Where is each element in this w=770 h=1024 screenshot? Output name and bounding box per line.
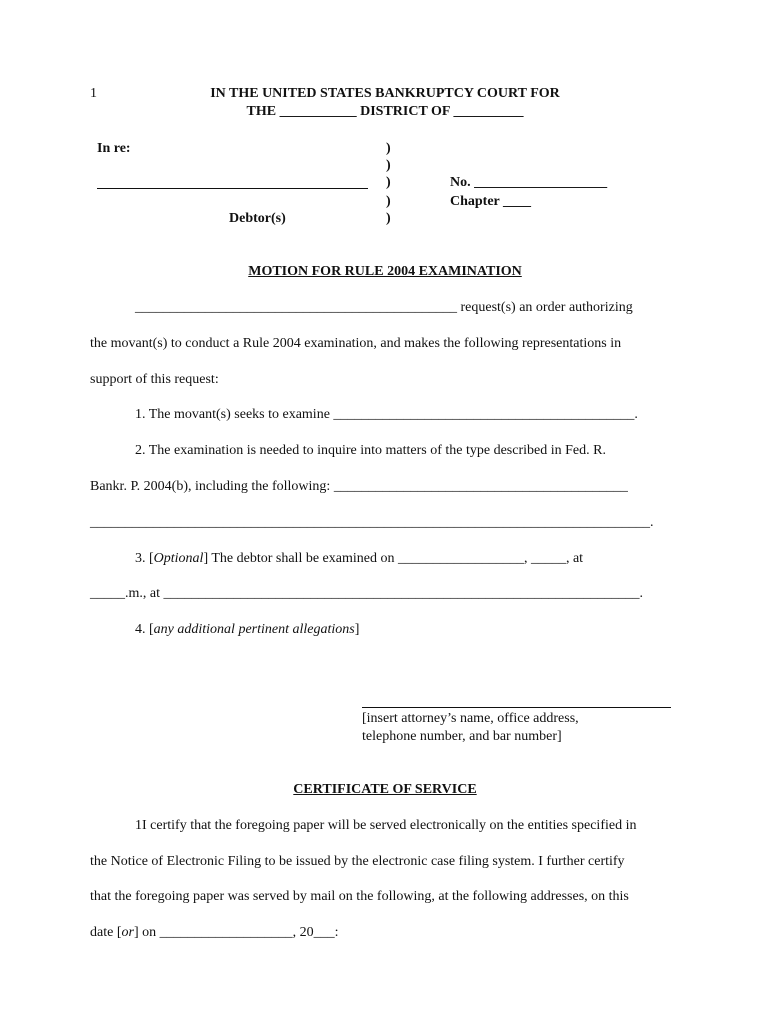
l4-italic: or — [121, 925, 134, 940]
paragraph-2-line-1: 2. The examination is needed to inquire into matters of the type described in Fed. R. — [135, 443, 606, 458]
intro-text: request(s) an order authorizing — [457, 300, 633, 315]
p4-italic: any additional pertinent allegations — [153, 622, 355, 637]
paragraph-2-line-2: Bankr. P. 2004(b), including the following: __________________________________________ — [90, 479, 628, 494]
caption-paren: ) — [386, 175, 391, 190]
caption-paren: ) — [386, 194, 391, 209]
court-header-line-1: IN THE UNITED STATES BANKRUPTCY COURT FOR — [210, 86, 560, 101]
l4-pre: date [ — [90, 925, 122, 940]
certificate-line-3: that the foregoing paper was served by mail on the following, at the following addresses, on this — [90, 889, 629, 904]
paragraph-3-line-2: _____.m., at ____________________________________________________________________. — [90, 586, 643, 601]
certificate-title: CERTIFICATE OF SERVICE — [293, 782, 477, 797]
debtor-name-line — [97, 188, 368, 189]
l4-post: ] on ___________________, 20___: — [133, 925, 339, 940]
motion-intro-line-2: the movant(s) to conduct a Rule 2004 examination, and makes the following representations in — [90, 336, 622, 351]
motion-intro-line-3: support of this request: — [90, 372, 219, 387]
paragraph-3-line-1 — [135, 550, 583, 568]
caption-paren: ) — [386, 141, 391, 156]
case-number: No. ___________________ — [450, 175, 608, 190]
signature-line — [362, 707, 671, 708]
in-re-label: In re: — [97, 141, 131, 156]
caption-paren: ) — [386, 211, 391, 226]
certificate-line-4 — [90, 924, 339, 942]
certificate-line-1: 1I certify that the foregoing paper will be served electronically on the entities specified in — [135, 818, 637, 833]
p3-post: ] The debtor shall be examined on __________________, _____, at — [203, 551, 584, 566]
paragraph-1: 1. The movant(s) seeks to examine ___________________________________________. — [135, 407, 638, 422]
movant-blank: ______________________________________________ — [135, 300, 457, 315]
signature-info-line-2: telephone number, and bar number] — [362, 729, 562, 744]
p3-italic: Optional — [153, 551, 204, 566]
caption-paren: ) — [386, 158, 391, 173]
motion-intro-line-1 — [135, 299, 633, 317]
chapter-number: Chapter ____ — [450, 194, 532, 209]
p4-pre: 4. [ — [135, 622, 154, 637]
paragraph-4 — [135, 621, 359, 639]
paragraph-2-line-3: ________________________________________________________________________________. — [90, 515, 654, 530]
p3-pre: 3. [ — [135, 551, 154, 566]
court-header-line-2: THE ___________ DISTRICT OF __________ — [246, 104, 524, 119]
motion-title: MOTION FOR RULE 2004 EXAMINATION — [248, 264, 522, 279]
certificate-line-2: the Notice of Electronic Filing to be issued by the electronic case filing system. I further certify — [90, 854, 625, 869]
p4-post: ] — [354, 622, 360, 637]
signature-info-line-1: [insert attorney’s name, office address, — [362, 711, 579, 726]
debtor-label: Debtor(s) — [229, 211, 286, 226]
page-number: 1 — [90, 86, 97, 101]
